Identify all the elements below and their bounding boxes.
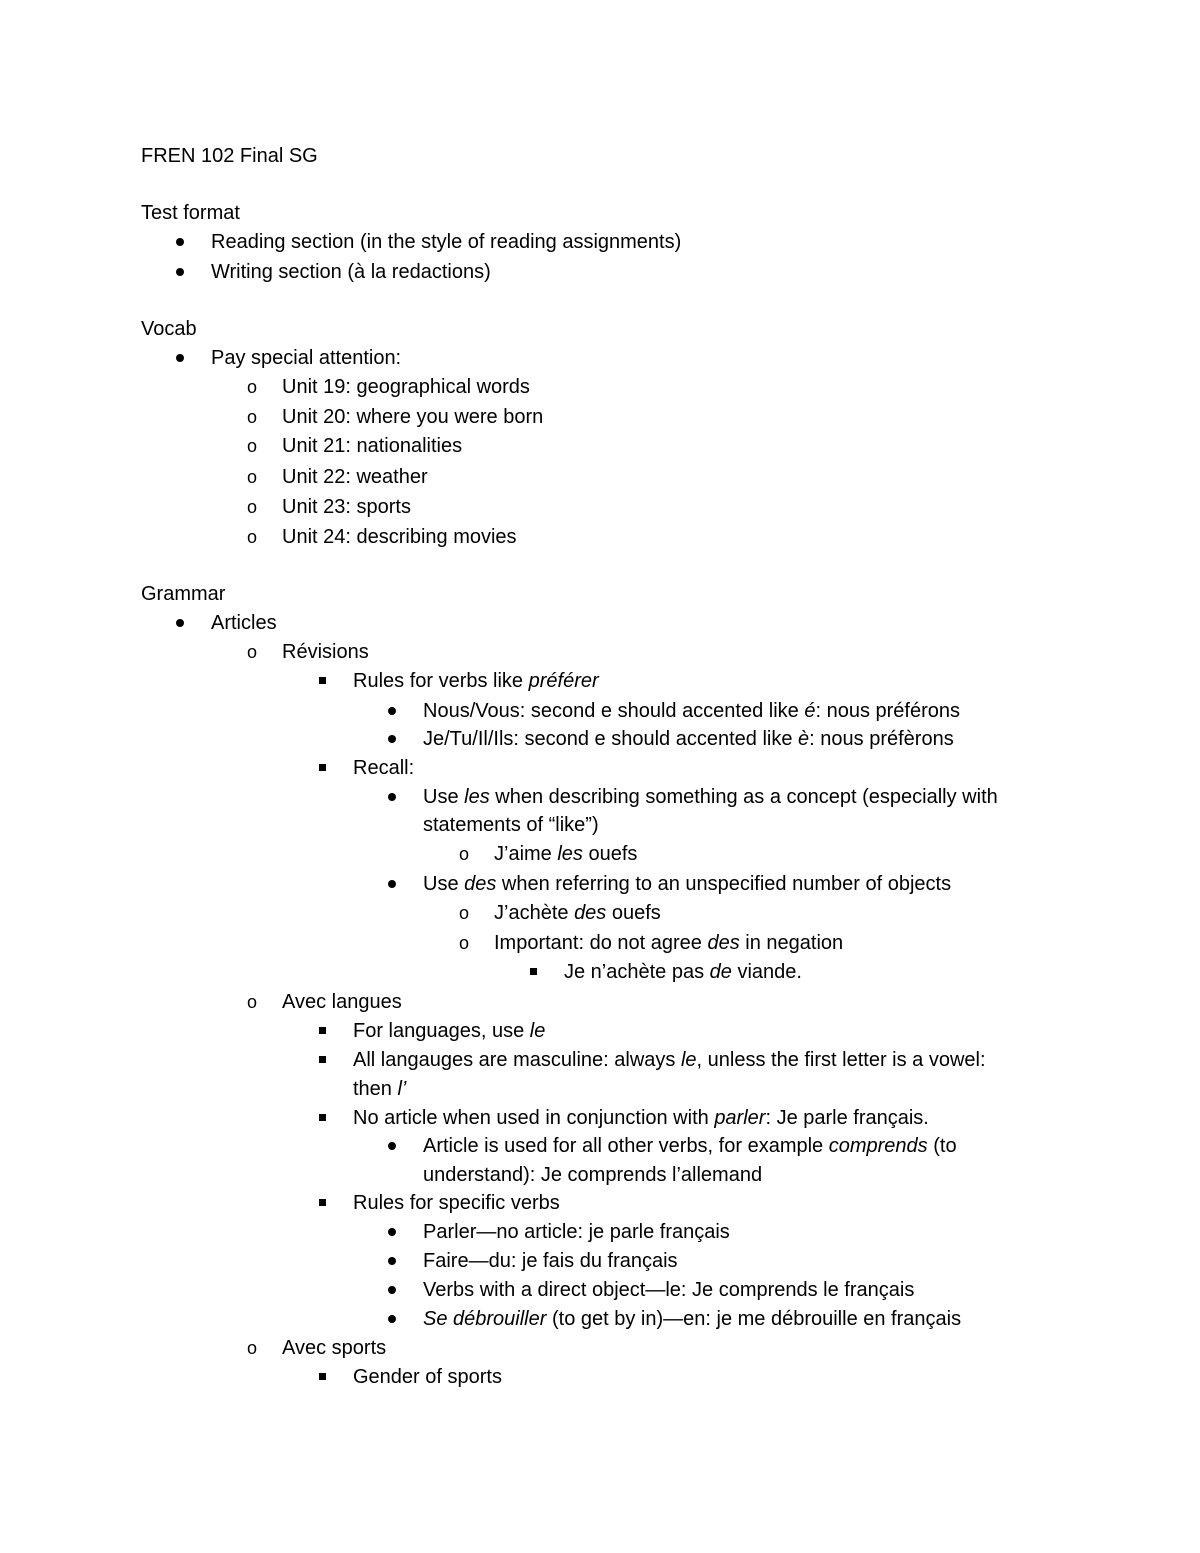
list-item: Verbs with a direct object—le: Je comprends le français (423, 1279, 915, 1301)
list-item: Important: do not agree des in negation (494, 932, 844, 954)
test-format-heading: Test format (141, 202, 240, 224)
list-item: Faire—du: je fais du français (423, 1250, 678, 1272)
list-item: Avec langues (282, 991, 402, 1013)
list-item-continuation: then l’ (353, 1078, 407, 1100)
list-item: For languages, use le (353, 1020, 546, 1042)
circle-bullet: o (247, 642, 258, 662)
list-item: Unit 22: weather (282, 466, 428, 488)
circle-bullet: o (247, 497, 258, 517)
list-item: Use les when describing something as a concept (especially with (423, 786, 998, 808)
circle-bullet: o (247, 377, 258, 397)
circle-bullet: o (247, 407, 258, 427)
list-item: Unit 23: sports (282, 496, 411, 518)
list-item: Reading section (in the style of reading assignments) (211, 231, 682, 253)
document-title: FREN 102 Final SG (141, 145, 318, 167)
list-item: Unit 24: describing movies (282, 526, 517, 548)
list-item: Use des when referring to an unspecified number of objects (423, 873, 952, 895)
grammar-heading: Grammar (141, 583, 226, 605)
list-item: J’achète des ouefs (494, 902, 661, 924)
circle-bullet: o (247, 1338, 258, 1358)
list-item: Gender of sports (353, 1366, 502, 1388)
list-item: Recall: (353, 757, 415, 779)
list-item: Je n’achète pas de viande. (564, 961, 802, 983)
list-item: J’aime les ouefs (494, 843, 638, 865)
vocab-heading: Vocab (141, 318, 197, 340)
list-item: Pay special attention: (211, 347, 402, 369)
circle-bullet: o (247, 527, 258, 547)
list-item: Je/Tu/Il/Ils: second e should accented like è: nous préfèrons (423, 728, 954, 750)
circle-bullet: o (247, 992, 258, 1012)
list-item: Unit 19: geographical words (282, 376, 530, 398)
list-item: No article when used in conjunction with parler: Je parle français. (353, 1107, 929, 1129)
circle-bullet: o (459, 903, 470, 923)
list-item: Se débrouiller (to get by in)—en: je me débrouille en français (423, 1308, 962, 1330)
list-item: Writing section (à la redactions) (211, 261, 491, 283)
list-item: Rules for verbs like préférer (353, 670, 599, 692)
list-item: Parler—no article: je parle français (423, 1221, 730, 1243)
list-item: Article is used for all other verbs, for example comprends (to (423, 1135, 957, 1157)
list-item: Rules for specific verbs (353, 1192, 560, 1214)
list-item: Nous/Vous: second e should accented like é: nous préférons (423, 700, 961, 722)
circle-bullet: o (247, 436, 258, 456)
circle-bullet: o (459, 844, 470, 864)
list-item: Révisions (282, 641, 369, 663)
list-item-continuation: understand): Je comprends l’allemand (423, 1164, 763, 1186)
list-item-continuation: statements of “like”) (423, 814, 599, 836)
list-item: Avec sports (282, 1337, 387, 1359)
circle-bullet: o (247, 467, 258, 487)
list-item: Articles (211, 612, 277, 634)
circle-bullet: o (459, 933, 470, 953)
list-item: Unit 21: nationalities (282, 435, 463, 457)
list-item: All langauges are masculine: always le, unless the first letter is a vowel: (353, 1049, 986, 1071)
list-item: Unit 20: where you were born (282, 406, 544, 428)
